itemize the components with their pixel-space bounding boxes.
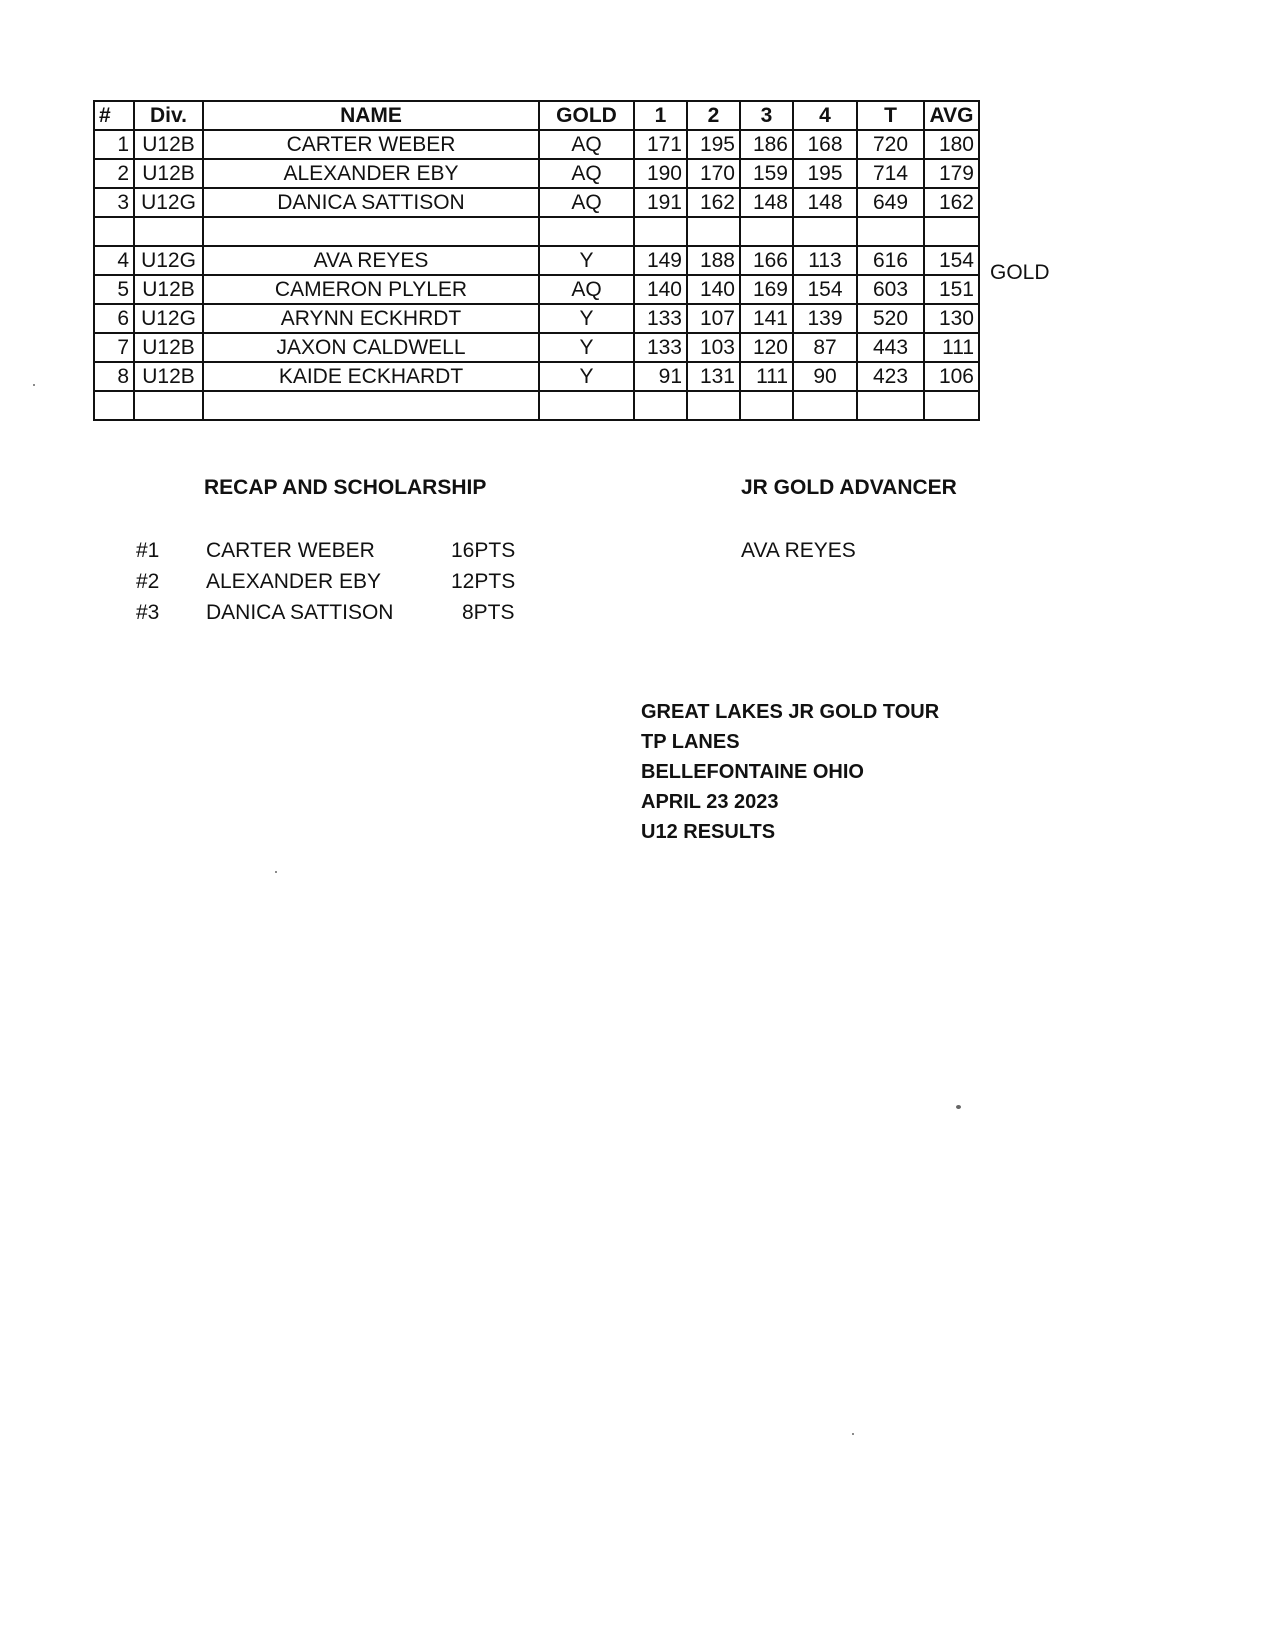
table-row [94,333,979,362]
col-header-total: T [857,101,924,130]
cell-game-2: 131 [687,362,740,391]
cell-name: CAMERON PLYLER [203,275,539,304]
col-header-gold: GOLD [539,101,634,130]
event-tour: GREAT LAKES JR GOLD TOUR [641,701,940,723]
recap-name: CARTER WEBER [206,539,375,562]
cell-game-3: 120 [740,333,793,362]
cell-division: U12B [134,275,203,304]
col-header-game-4: 4 [793,101,857,130]
table-row [94,246,979,275]
cell-total: 603 [857,275,924,304]
cell-rank [94,217,134,246]
cell-name: JAXON CALDWELL [203,333,539,362]
cell-game-4: 148 [793,188,857,217]
cell-total: 649 [857,188,924,217]
cell-division: U12G [134,304,203,333]
col-header-rank: # [94,101,134,130]
col-header-division: Div. [134,101,203,130]
cell-game-3: 186 [740,130,793,159]
recap-points: 8PTS [462,601,515,624]
event-info [641,697,939,847]
table-row [94,188,979,217]
cell-rank: 8 [94,362,134,391]
cell-average: 162 [924,188,979,217]
cell-game-1 [634,391,687,420]
recap-points: 12PTS [451,570,516,593]
cell-game-3 [740,217,793,246]
cell-gold [539,391,634,420]
cell-gold: Y [539,333,634,362]
cell-game-4: 168 [793,130,857,159]
cell-gold: AQ [539,188,634,217]
recap-name: ALEXANDER EBY [206,570,382,593]
cell-name [203,391,539,420]
cell-gold: AQ [539,159,634,188]
cell-division: U12G [134,188,203,217]
event-venue: TP LANES [641,731,740,753]
recap-place: #1 [136,539,160,562]
scan-speck [956,1105,961,1109]
cell-division: U12B [134,362,203,391]
cell-game-2: 103 [687,333,740,362]
table-row [94,159,979,188]
cell-game-2: 188 [687,246,740,275]
cell-game-4: 154 [793,275,857,304]
cell-game-3: 141 [740,304,793,333]
cell-game-1 [634,217,687,246]
cell-game-3: 166 [740,246,793,275]
col-header-name: NAME [203,101,539,130]
results-table [93,100,980,421]
cell-game-4 [793,217,857,246]
cell-rank: 3 [94,188,134,217]
cell-game-2: 107 [687,304,740,333]
cell-rank: 2 [94,159,134,188]
cell-division [134,391,203,420]
cell-game-1: 133 [634,333,687,362]
cell-average [924,391,979,420]
event-location: BELLEFONTAINE OHIO [641,761,864,783]
cell-total: 714 [857,159,924,188]
cell-average: 180 [924,130,979,159]
cell-game-2 [687,217,740,246]
col-header-game-3: 3 [740,101,793,130]
cell-game-2: 195 [687,130,740,159]
cell-gold: Y [539,246,634,275]
cell-name: ARYNN ECKHRDT [203,304,539,333]
cell-average [924,217,979,246]
cell-total [857,391,924,420]
cell-game-1: 190 [634,159,687,188]
cell-total: 520 [857,304,924,333]
cell-game-4: 87 [793,333,857,362]
cell-game-2: 170 [687,159,740,188]
cell-name: ALEXANDER EBY [203,159,539,188]
table-row [94,304,979,333]
cell-name [203,217,539,246]
cell-total: 720 [857,130,924,159]
cell-average: 130 [924,304,979,333]
table-body [94,130,979,420]
table-row [94,275,979,304]
col-header-game-2: 2 [687,101,740,130]
cell-average: 151 [924,275,979,304]
cell-average: 111 [924,333,979,362]
cell-game-3: 148 [740,188,793,217]
cell-total: 443 [857,333,924,362]
cell-total [857,217,924,246]
cell-game-1: 140 [634,275,687,304]
cell-game-4: 113 [793,246,857,275]
cell-rank: 5 [94,275,134,304]
cell-rank [94,391,134,420]
cell-rank: 6 [94,304,134,333]
cell-gold: Y [539,304,634,333]
cell-game-1: 91 [634,362,687,391]
cell-game-4: 139 [793,304,857,333]
cell-gold: AQ [539,275,634,304]
cell-total: 616 [857,246,924,275]
cell-division: U12B [134,159,203,188]
cell-division [134,217,203,246]
cell-game-3 [740,391,793,420]
recap-heading: RECAP AND SCHOLARSHIP [204,476,487,499]
cell-game-1: 149 [634,246,687,275]
cell-name: AVA REYES [203,246,539,275]
cell-average: 179 [924,159,979,188]
cell-average: 106 [924,362,979,391]
cell-game-4: 90 [793,362,857,391]
cell-game-1: 171 [634,130,687,159]
table-row [94,362,979,391]
cell-rank: 1 [94,130,134,159]
advancer-heading: JR GOLD ADVANCER [741,476,957,499]
cell-game-3: 169 [740,275,793,304]
cell-game-1: 133 [634,304,687,333]
cell-game-1: 191 [634,188,687,217]
recap-name: DANICA SATTISON [206,601,394,624]
cell-rank: 7 [94,333,134,362]
cell-name: CARTER WEBER [203,130,539,159]
cell-game-2: 162 [687,188,740,217]
table-row [94,130,979,159]
cell-game-3: 111 [740,362,793,391]
event-date: APRIL 23 2023 [641,791,779,813]
advancer-name: AVA REYES [741,539,856,562]
cell-game-2 [687,391,740,420]
event-title: U12 RESULTS [641,821,776,843]
recap-place: #2 [136,570,160,593]
scan-speck [33,384,35,386]
cell-division: U12B [134,130,203,159]
col-header-average: AVG [924,101,979,130]
cell-name: DANICA SATTISON [203,188,539,217]
table-header-row [94,101,979,130]
cell-gold: AQ [539,130,634,159]
table-row [94,217,979,246]
cell-division: U12B [134,333,203,362]
cell-total: 423 [857,362,924,391]
cell-gold: Y [539,362,634,391]
gold-side-note: GOLD [990,261,1050,284]
cell-game-3: 159 [740,159,793,188]
scan-speck [852,1433,854,1435]
cell-division: U12G [134,246,203,275]
table-row [94,391,979,420]
cell-gold [539,217,634,246]
cell-rank: 4 [94,246,134,275]
cell-average: 154 [924,246,979,275]
cell-game-4 [793,391,857,420]
cell-game-2: 140 [687,275,740,304]
recap-place: #3 [136,601,160,624]
scan-speck [275,871,277,873]
cell-name: KAIDE ECKHARDT [203,362,539,391]
recap-points: 16PTS [451,539,516,562]
cell-game-4: 195 [793,159,857,188]
col-header-game-1: 1 [634,101,687,130]
